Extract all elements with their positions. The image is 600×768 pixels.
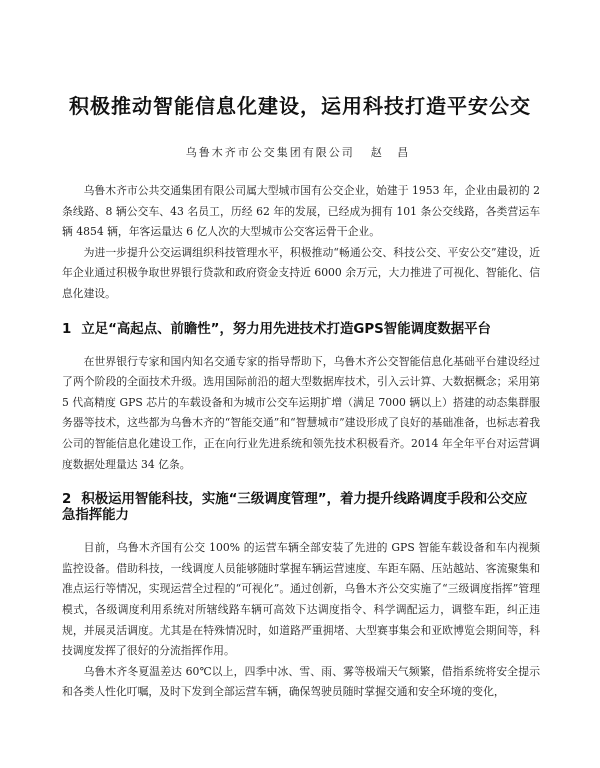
section-heading-2 xyxy=(62,492,540,524)
author-organization: 乌鲁木齐市公交集团有限公司 xyxy=(185,146,355,159)
article-title: 积极推动智能信息化建设，运用科技打造平安公交 xyxy=(69,94,531,118)
section-number: 1 xyxy=(62,321,72,337)
section-2-paragraph-1: 目前，乌鲁木齐国有公交 100% 的运营车辆全部安装了先进的 GPS 智能车载设备和车内视频监控设备。借助科技，一线调度人员能够随时掌握车辆运营速度、车距车隔、压站越站、客流聚集和准点运行等情况，实现运营全过程的“可视化”。通过创新，乌鲁木齐公交实施了“三级调度指挥”管理模式，各级调度利用系统对所辖线路车辆可高效下达调度指令、科学调配运力，调整车距，纠正违规，并展灵活调度。尤其是在特殊情况时，如道路严重拥堵、大型赛事集会和亚欧博览会期间等，科技调度发挥了很好的分流指挥作用。 xyxy=(62,541,540,658)
section-1-paragraph-1: 在世界银行专家和国内知名交通专家的指导帮助下，乌鲁木齐公交智能信息化基础平台建设经过了两个阶段的全面技术升级。选用国际前沿的超大型数据库技术，引入云计算、大数据概念；采用第 5 代高精度 GPS 芯片的车载设备和为城市公交车运期扩增（满足 7000 辆以上）搭建的动态集群服务器等技术，这些都为乌鲁木齐的“智能交通”和“智慧城市”建设形成了良好的基础准备，也标志着我公司的智能信息化建设工作，正在向行业先进系统和领先技术积极看齐。2014 年全年平台对运营调度数据处理量达 34 亿条。 xyxy=(62,354,540,471)
section-2-paragraph-2: 乌鲁木齐冬夏温差达 60℃以上，四季中冰、雪、雨、雾等极端天气频繁，借指系统将安全提示和各类人性化叮嘱，及时下发到全部运营车辆，确保驾驶员随时掌握交通和安全环境的变化， xyxy=(62,664,540,699)
section-number: 2 xyxy=(62,492,72,508)
intro-paragraph-2: 为进一步提升公交运调组织科技管理水平，积极推动“畅通公交、科技公交、平安公交”建设，近年企业通过积极争取世界银行贷款和政府资金支持近 6000 余万元，大力推进了可视化、智能化、信息化建设。 xyxy=(62,245,540,300)
byline xyxy=(0,144,600,160)
author-name: 赵 昌 xyxy=(370,146,415,159)
article-body xyxy=(62,181,540,703)
section-heading-text: 立足“高起点、前瞻性”，努力用先进技术打造GPS智能调度数据平台 xyxy=(81,321,491,337)
section-heading-1 xyxy=(62,322,540,338)
intro-paragraph-1: 乌鲁木齐市公共交通集团有限公司属大型城市国有公交企业，始建于 1953 年，企业由最初的 2 条线路、8 辆公交车、43 名员工，历经 62 年的发展，已经成为拥有 101 条公交线路，各类营运车辆 4854 辆，年客运量达 6 亿人次的大型城市公交客运骨干企业。 xyxy=(62,184,540,239)
section-heading-text: 积极运用智能科技，实施“三级调度管理”，着力提升线路调度手段和公交应急指挥能力 xyxy=(62,492,528,524)
